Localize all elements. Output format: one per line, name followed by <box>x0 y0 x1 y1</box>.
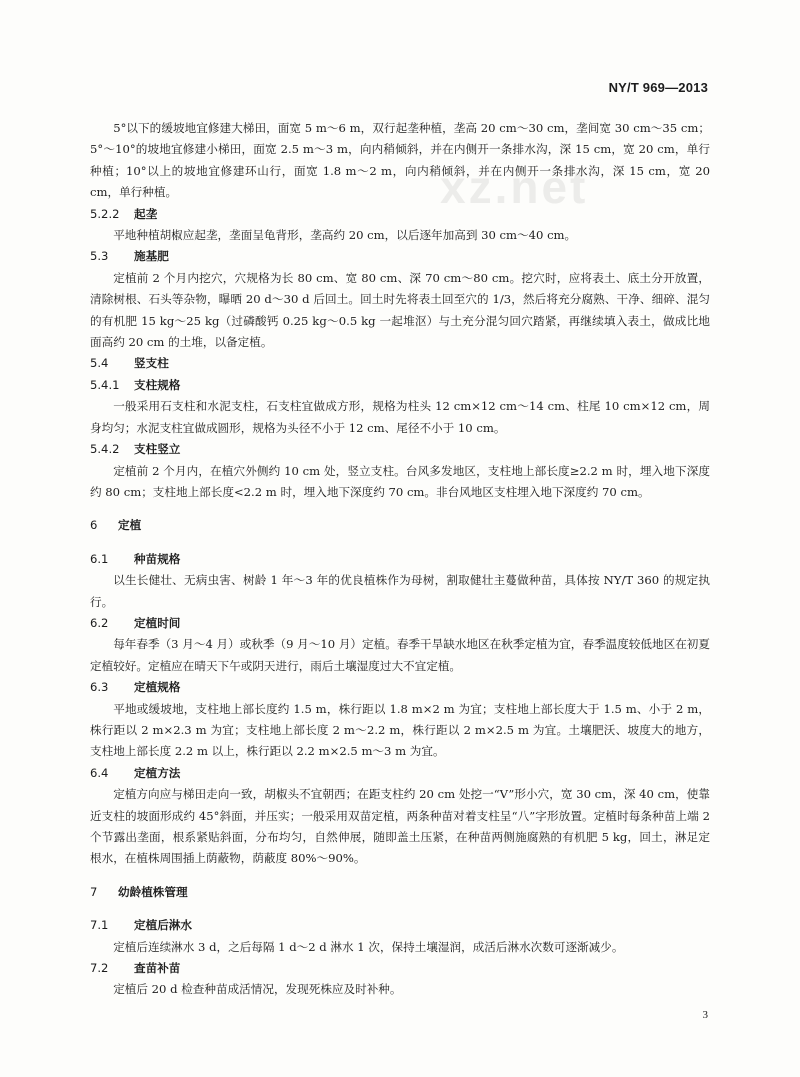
section-7-2-text: 定植后 20 d 检查种苗成活情况，发现死株应及时补种。 <box>113 982 402 997</box>
section-6-4-text: 定植方向应与梯田走向一致，胡椒头不宜朝西；在距支柱约 20 cm 处挖一“V”形小穴，宽 30 cm，深 40 cm，使靠近支柱的坡面形成约 45°斜面，并压实；一般采用双苗定植，两条种苗对着支柱呈“八”字形放置。定植时每条种苗上端 2 个节露出垄面，根系紧贴斜面，分布均匀，自然伸展，随即盖土压紧，在种苗两侧施腐熟的有机肥 5 kg，回土，淋足定根水，在植株周围插上荫蔽物，荫蔽度 80%～90%。 <box>90 787 710 866</box>
section-title: 支柱规格 <box>134 377 181 392</box>
section-title: 种苗规格 <box>134 551 181 566</box>
section-title: 定植时间 <box>134 615 181 630</box>
section-6-4-heading <box>90 763 710 784</box>
section-number: 5.4.2 <box>90 442 120 457</box>
section-5-4-2-text: 定植前 2 个月内，在植穴外侧约 10 cm 处，竖立支柱。台风多发地区，支柱地上部长度≥2.2 m 时，埋入地下深度约 80 cm；支柱地上部长度<2.2 m 时，埋入地下深度约 70 cm。非台风地区支柱埋入地下深度约 70 cm。 <box>90 463 710 499</box>
section-5-2-2-text: 平地种植胡椒应起垄，垄面呈龟背形，垄高约 20 cm，以后逐年加高到 30 cm～40 cm。 <box>113 228 577 243</box>
section-number: 7.2 <box>90 961 109 976</box>
section-5-3-text: 定植前 2 个月内挖穴，穴规格为长 80 cm、宽 80 cm、深 70 cm～80 cm。挖穴时，应将表土、底土分开放置，清除树根、石头等杂物，曝晒 20 d～30 d 后回土。回土时先将表土回至穴的 1/3，然后将充分腐熟、干净、细碎、混匀的有机肥 15 kg～25 kg（过磷酸钙 0.25 kg～0.5 kg 一起堆沤）与土充分混匀回穴踏紧，再继续填入表土，做成比地面高约 20 cm 的土堆，以备定植。 <box>90 270 710 350</box>
section-5-4-1-heading <box>90 375 710 396</box>
section-6-3-heading <box>90 677 710 698</box>
section-number: 5.4 <box>90 356 109 371</box>
section-title: 定植方法 <box>134 765 181 780</box>
section-5-4-heading <box>90 353 710 374</box>
section-6-2-text: 每年春季（3 月～4 月）或秋季（9 月～10 月）定植。春季干旱缺水地区在秋季定植为宜，春季温度较低地区在初夏定植较好。定植应在晴天下午或阴天进行，雨后土壤湿度过大不宜定植。 <box>90 637 710 673</box>
section-6-2-heading <box>90 613 710 634</box>
section-5-3-heading <box>90 246 710 267</box>
document-body <box>90 118 710 1001</box>
section-7-1-heading <box>90 915 710 936</box>
section-5-2-2-heading <box>90 204 710 225</box>
section-number: 5.4.1 <box>90 377 120 392</box>
section-number: 6.2 <box>90 615 109 630</box>
standard-code-header: NY/T 969—2013 <box>608 80 708 95</box>
section-5-4-2-heading <box>90 439 710 460</box>
page-number: 3 <box>702 1009 708 1021</box>
section-title: 查苗补苗 <box>134 961 181 976</box>
watermark: xz.net <box>440 161 589 213</box>
section-number: 6.1 <box>90 551 109 566</box>
section-title: 竖支柱 <box>134 356 169 371</box>
section-number: 7.1 <box>90 918 109 933</box>
section-number: 7 <box>90 884 98 899</box>
section-6-1-heading <box>90 549 710 570</box>
section-number: 6.3 <box>90 680 109 695</box>
section-title: 定植 <box>118 518 142 533</box>
section-title: 起垄 <box>134 206 158 221</box>
section-6-3-text: 平地或缓坡地，支柱地上部长度约 1.5 m，株行距以 1.8 m×2 m 为宜；支柱地上部长度大于 1.5 m、小于 2 m，株行距以 2 m×2.3 m 为宜；支柱地上部长度 2 m～2.2 m，株行距以 2 m×2.5 m 为宜。土壤肥沃、坡度大的地方，支柱地上部长度 2.2 m 以上，株行距以 2.2 m×2.5 m～3 m 为宜。 <box>90 701 710 759</box>
section-title: 定植后淋水 <box>134 918 192 933</box>
section-6-heading <box>90 515 710 536</box>
section-title: 幼龄植株管理 <box>118 884 188 899</box>
section-number: 5.2.2 <box>90 206 120 221</box>
section-number: 5.3 <box>90 249 109 264</box>
section-6-1-text: 以生长健壮、无病虫害、树龄 1 年～3 年的优良植株作为母树，割取健壮主蔓做种苗，具体按 NY/T 360 的规定执行。 <box>90 573 710 609</box>
section-title: 支柱竖立 <box>134 442 181 457</box>
section-5-4-1-text: 一般采用石支柱和水泥支柱，石支柱宜做成方形，规格为柱头 12 cm×12 cm～14 cm、柱尾 10 cm×12 cm，周身均匀；水泥支柱宜做成圆形，规格为头径不小于 12 cm、尾径不小于 10 cm。 <box>90 399 710 435</box>
section-number: 6.4 <box>90 765 109 780</box>
intro-paragraph: 5°以下的缓坡地宜修建大梯田，面宽 5 m～6 m，双行起垄种植，垄高 20 cm～30 cm，垄间宽 30 cm～35 cm；5°～10°的坡地宜修建小梯田，面宽 2.5 m～3 m，向内稍倾斜，并在内侧开一条排水沟，深 15 cm，宽 20 cm，单行种植；10°以上的坡地宜修建环山行，面宽 1.8 m～2 m，向内稍倾斜，并在内侧开一条排水沟，深 15 cm，宽 20 cm，单行种植。 <box>90 121 710 200</box>
section-title: 定植规格 <box>134 680 181 695</box>
section-7-2-heading <box>90 958 710 979</box>
section-7-heading <box>90 882 710 903</box>
section-number: 6 <box>90 518 98 533</box>
section-7-1-text: 定植后连续淋水 3 d，之后每隔 1 d～2 d 淋水 1 次，保持土壤湿润，成活后淋水次数可逐渐减少。 <box>113 939 624 954</box>
section-title: 施基肥 <box>134 249 169 264</box>
